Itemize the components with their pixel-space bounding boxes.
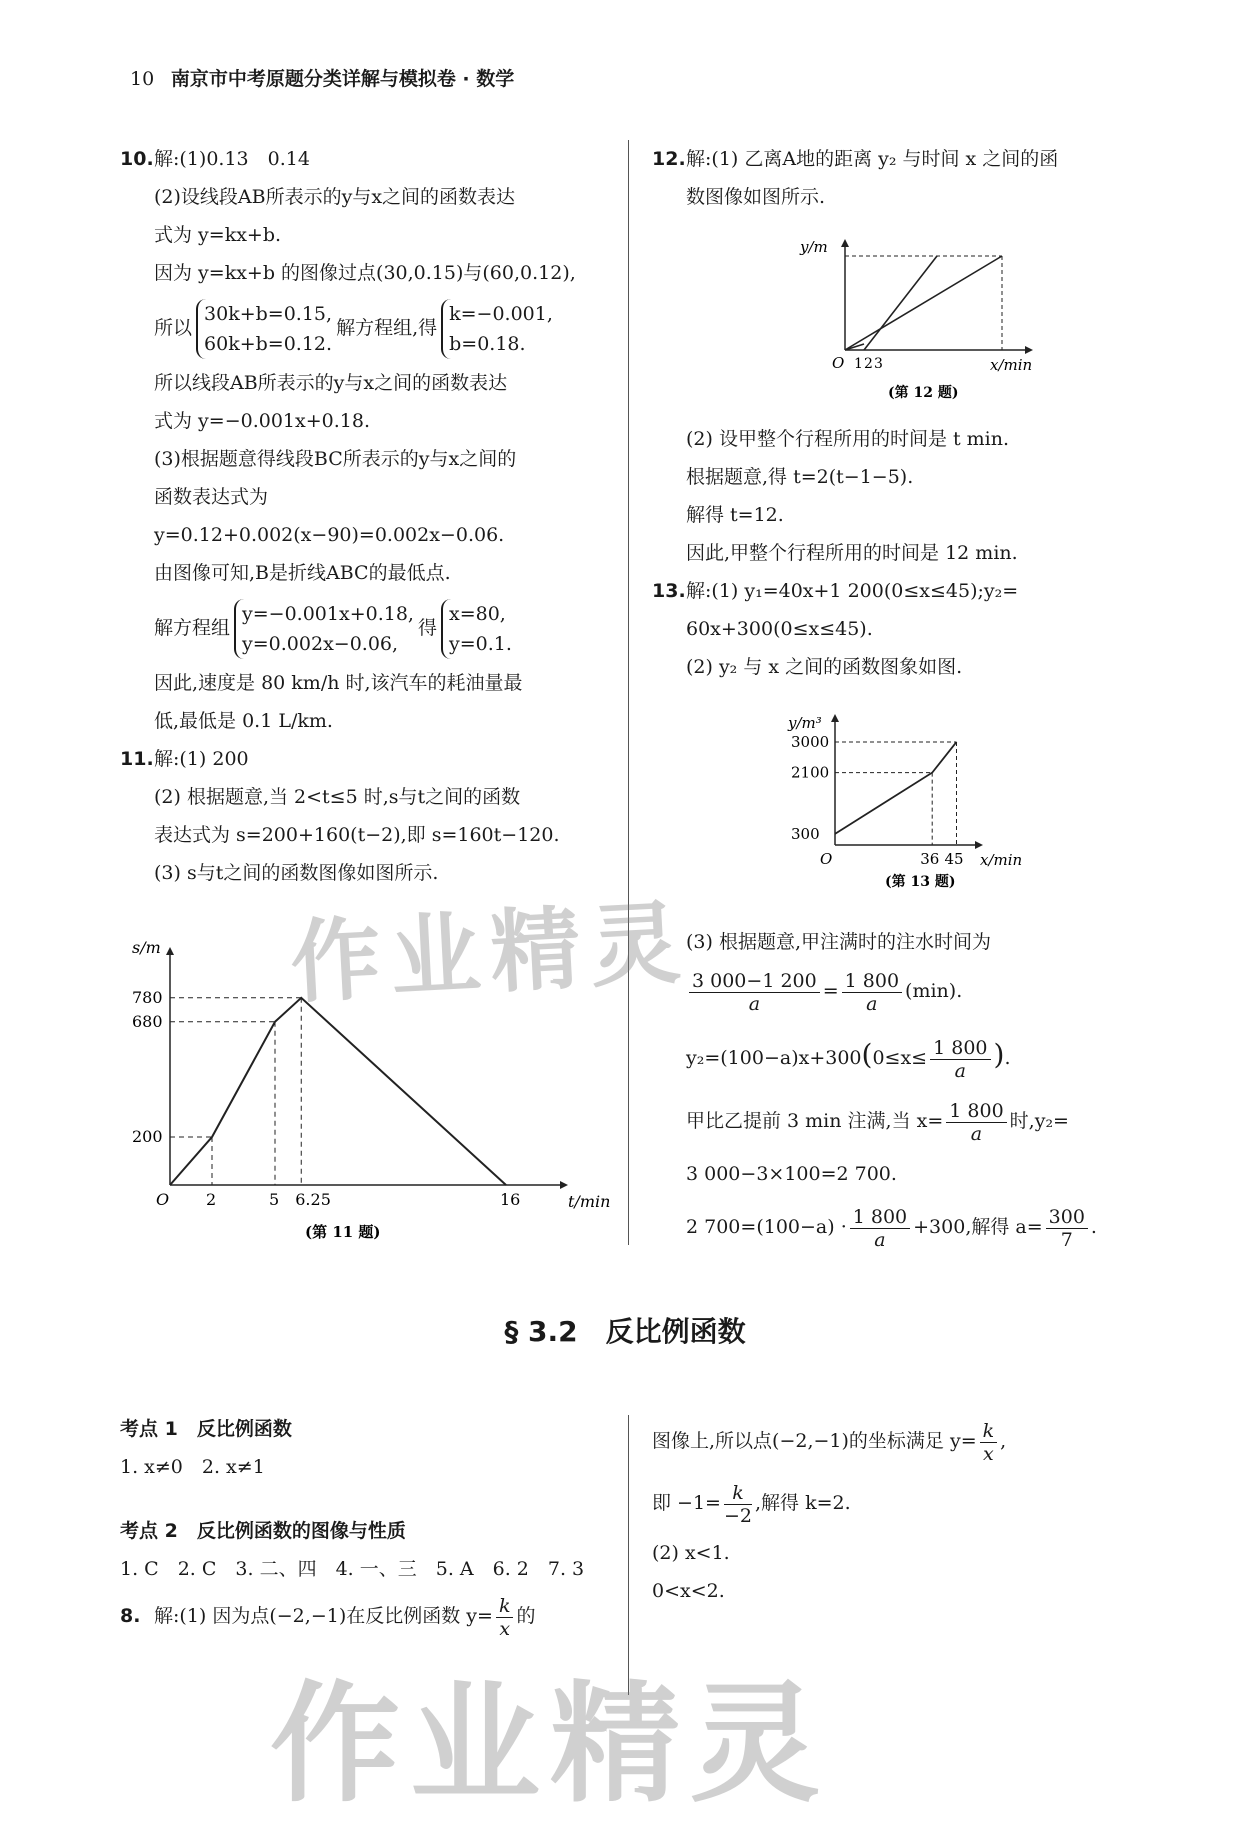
- q10-line-1: 10.解:(1)0.13 0.14: [120, 140, 620, 178]
- right-column: [652, 140, 1152, 216]
- equation-system-2: y=−0.001x+0.18, y=0.002x−0.06,: [234, 599, 414, 659]
- q13-line-9: 2 700=(100−a) · $\frac{1 800}{a}$ +300,解得 a= $\frac{300}{7}$ .: [686, 1205, 1097, 1251]
- fraction-d: $\frac{1 800}{a}$: [946, 1100, 1006, 1145]
- q8-line-1: 8. 解:(1) 因为点(−2,−1)在反比例函数 y= $\frac{k}{x}$ 的: [120, 1588, 620, 1644]
- y-tick-label: 680: [132, 1011, 163, 1031]
- q8-line-4: (2) x<1.: [652, 1542, 730, 1564]
- q8-line-2: 图像上,所以点(−2,−1)的坐标满足 y= $\frac{k}{x}$ ,: [652, 1419, 1007, 1465]
- q13-number: 13.: [652, 580, 686, 602]
- q12-line-6: 因此,甲整个行程所用的时间是 12 min.: [686, 542, 1018, 564]
- fraction-kx-2: $\frac{k}{x}$: [980, 1420, 998, 1465]
- chart-caption: (第 11 题): [305, 1223, 381, 1241]
- q13-line-6: y₂=(100−a)x+300(0≤x≤ $\frac{1 800}{a}$ ).: [686, 1036, 1011, 1082]
- y-axis-arrow: [166, 947, 174, 955]
- fraction-b: $\frac{1 800}{a}$: [842, 970, 902, 1015]
- kp2-heading: 考点 2 反比例函数的图像与性质: [120, 1520, 406, 1542]
- x-axis-label: x/min: [990, 356, 1033, 374]
- q10-number: 10.: [120, 148, 154, 170]
- origin-label: O: [156, 1190, 170, 1209]
- x-tick-label: 2: [206, 1190, 217, 1209]
- q10-line-4: 因为 y=kx+b 的图像过点(30,0.15)与(60,0.12),: [154, 262, 576, 284]
- x-tick-label: 5: [269, 1190, 280, 1209]
- q11-line-2: (2) 根据题意,当 2<t≤5 时,s与t之间的函数: [154, 786, 521, 808]
- q13-line-8: 3 000−3×100=2 700.: [686, 1163, 897, 1185]
- page-number: 10: [130, 68, 155, 90]
- q13-line-3: (2) y₂ 与 x 之间的函数图象如图.: [686, 656, 963, 678]
- right-column-lower: [652, 922, 1152, 1262]
- y-tick-label: 300: [791, 824, 820, 843]
- q13-line-7: 甲比乙提前 3 min 注满,当 x= $\frac{1 800}{a}$ 时,y₂=: [686, 1099, 1069, 1145]
- q12-line-3: (2) 设甲整个行程所用的时间是 t min.: [686, 428, 1010, 450]
- x-tick-label: 45: [944, 850, 964, 868]
- q8-line-5: 0<x<2.: [652, 1580, 725, 1602]
- watermark-2: 作业精灵: [270, 1668, 831, 1820]
- chart-q12: [790, 232, 1060, 407]
- origin-label: O: [832, 354, 845, 372]
- bottom-left: [120, 1410, 620, 1644]
- x-tick-label: 6.25: [295, 1190, 331, 1209]
- q10-line-6: 所以线段AB所表示的y与x之间的函数表达: [154, 372, 508, 394]
- q11-number: 11.: [120, 748, 154, 770]
- chart-caption: (第 12 题): [888, 385, 959, 401]
- series-line: [170, 998, 506, 1185]
- y-axis-arrow: [841, 239, 849, 247]
- q12-line-1: 12.解:(1) 乙离A地的距离 y₂ 与时间 x 之间的函: [652, 140, 1152, 178]
- q11-line-4: (3) s与t之间的函数图像如图所示.: [154, 862, 439, 884]
- x-tick-label: 2: [864, 356, 873, 372]
- bottom-right: [652, 1410, 1152, 1610]
- kp1-heading: 考点 1 反比例函数: [120, 1418, 292, 1440]
- fraction-a: $\frac{3 000-1 200}{a}$: [689, 970, 820, 1015]
- q10-line-7: 式为 y=−0.001x+0.18.: [154, 410, 370, 432]
- equation-system: 30k+b=0.15, 60k+b=0.12.: [196, 299, 332, 359]
- solution-system-2: x=80, y=0.1.: [441, 599, 512, 659]
- y-axis-arrow: [831, 714, 839, 722]
- solution-system: k=−0.001, b=0.18.: [441, 299, 553, 359]
- fraction-kx: $\frac{k}{x}$: [496, 1595, 514, 1640]
- q8-number: 8.: [120, 1605, 141, 1627]
- column-divider: [628, 140, 629, 1245]
- q10-line-11: 由图像可知,B是折线ABC的最低点.: [154, 562, 451, 584]
- page-header: [130, 64, 514, 91]
- x-axis-arrow: [975, 841, 983, 849]
- q13-line-5: $\frac{3 000-1 200}{a}$ = $\frac{1 800}{a}$ (min).: [652, 960, 1152, 1022]
- right-column-mid: [652, 420, 1152, 686]
- q10-line-9: 函数表达式为: [154, 486, 269, 508]
- x-axis-arrow: [560, 1181, 568, 1189]
- q10-line-8: (3)根据题意得线段BC所表示的y与x之间的: [154, 448, 517, 470]
- q11-line-1: 11.解:(1) 200: [120, 740, 620, 778]
- q12-line-5: 解得 t=12.: [686, 504, 784, 526]
- q13-line-1: 13.解:(1) y₁=40x+1 200(0≤x≤45);y₂=: [652, 572, 1152, 610]
- q13-line-2: 60x+300(0≤x≤45).: [686, 618, 873, 640]
- q12-line-4: 根据题意,得 t=2(t−1−5).: [686, 466, 914, 488]
- q8-line-3: 即 −1= $\frac{k}{-2}$ ,解得 k=2.: [652, 1481, 851, 1527]
- q10-line-2: (2)设线段AB所表示的y与x之间的函数表达: [154, 186, 516, 208]
- fraction-e: $\frac{1 800}{a}$: [850, 1206, 910, 1251]
- book-title: 南京市中考原题分类详解与模拟卷 · 数学: [170, 68, 515, 90]
- series-line: [835, 742, 957, 834]
- q12-line-2: 数图像如图所示.: [686, 186, 826, 208]
- q10-line-14: 低,最低是 0.1 L/km.: [154, 710, 333, 732]
- q10-line-13: 因此,速度是 80 km/h 时,该汽车的耗油量最: [154, 672, 523, 694]
- series-yi: [845, 256, 1002, 350]
- x-tick-label: 1: [854, 356, 863, 372]
- q10-system-1: 所以 30k+b=0.15, 60k+b=0.12. 解方程组,得 k=−0.001, b=0.18.: [120, 292, 620, 364]
- chart-caption: (第 13 题): [885, 874, 956, 890]
- chart-q13: [780, 710, 1080, 890]
- y-tick-label: 200: [132, 1127, 163, 1146]
- q13-line-4: (3) 根据题意,甲注满时的注水时间为: [686, 931, 991, 953]
- x-tick-label: 16: [500, 1190, 521, 1209]
- fraction-f: $\frac{300}{7}$: [1046, 1206, 1088, 1251]
- q10-line-3: 式为 y=kx+b.: [154, 224, 282, 246]
- series-jia: [864, 256, 937, 350]
- y-tick-label: 2100: [791, 763, 830, 782]
- origin-label: O: [820, 850, 833, 868]
- left-column: [120, 140, 620, 892]
- x-axis-label: x/min: [980, 851, 1023, 869]
- kp1-answers: 1. x≠0 2. x≠1: [120, 1456, 265, 1478]
- x-tick-label: 3: [874, 356, 883, 372]
- y-tick-label: 3000: [791, 732, 830, 751]
- watermark-1: 作业精灵: [287, 890, 693, 1017]
- q10-system-2: 解方程组 y=−0.001x+0.18, y=0.002x−0.06, 得 x=80, y=0.1.: [120, 592, 620, 664]
- kp2-answers: 1. C 2. C 3. 二、四 4. 一、三 5. A 6. 2 7. 3: [120, 1558, 585, 1580]
- q11-line-3: 表达式为 s=200+160(t−2),即 s=160t−120.: [154, 824, 560, 846]
- x-axis-arrow: [1025, 346, 1033, 354]
- y-axis-label: y/m: [800, 238, 828, 256]
- y-axis-label: y/m³: [788, 714, 822, 732]
- section-title: § 3.2 反比例函数: [504, 1315, 746, 1348]
- q10-line-10: y=0.12+0.002(x−90)=0.002x−0.06.: [154, 524, 505, 546]
- fraction-k-m2: $\frac{k}{-2}$: [723, 1481, 752, 1527]
- y-axis-label: s/m: [132, 938, 161, 957]
- y-tick-label: 780: [132, 987, 163, 1007]
- x-tick-label: 36: [920, 850, 940, 868]
- fraction-c: $\frac{1 800}{a}$: [930, 1037, 990, 1082]
- q12-number: 12.: [652, 148, 686, 170]
- x-axis-label: t/min: [568, 1192, 611, 1211]
